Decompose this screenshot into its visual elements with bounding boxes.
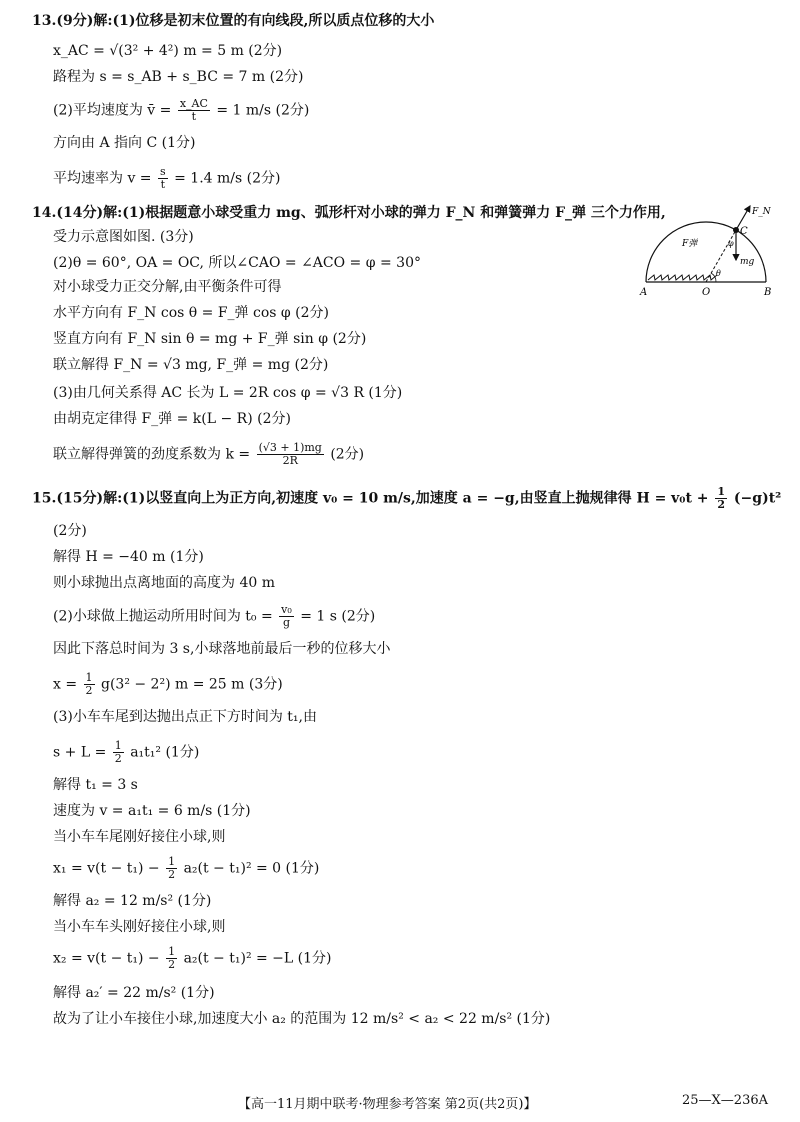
page-footer: 【高一11月期中联考·物理参考答案 第2页(共2页)】: [238, 1097, 537, 1112]
q14-line3: 对小球受力正交分解,由平衡条件可得: [53, 279, 282, 295]
q13-line3: (2)平均速度为 v̄ = $\frac{x\_AC}{t}$ = 1 m/s (2分): [53, 97, 310, 123]
q15-line2: 解得 H = −40 m (1分): [53, 549, 204, 565]
arc-rod: [646, 222, 766, 282]
q14-line9: 联立解得弹簧的劲度系数为 k = $\frac{(√3 + 1)mg}{2R}$ (2分): [53, 441, 365, 467]
q13-line2: 路程为 s = s_AB + s_BC = 7 m (2分): [53, 69, 304, 85]
label-B: B: [764, 287, 772, 298]
q15-line10: 速度为 v = a₁t₁ = 6 m/s (1分): [53, 803, 251, 819]
q14-line7: (3)由几何关系得 AC 长为 L = 2R cos φ = √3 R (1分): [53, 385, 403, 401]
q14-line4: 水平方向有 F_N cos θ = F_弹 cos φ (2分): [53, 305, 329, 321]
q15-header: 15.(15分)解:(1)以竖直向上为正方向,初速度 v₀ = 10 m/s,加速度 a = −g,由竖直上抛规律得 H = v₀t + $\frac{1}{2}$ (−g)t²: [32, 485, 782, 511]
label-Fspring: F弹: [682, 239, 698, 249]
q14-fraction: $\frac{(√3 + 1)mg}{2R}$: [258, 441, 322, 467]
q13-header: 13.(9分)解:(1)位移是初末位置的有向线段,所以质点位移的大小: [32, 13, 435, 29]
q15-line13: 解得 a₂ = 12 m/s² (1分): [53, 893, 212, 909]
q15-fraction-l6: $\frac{1}{2}$: [85, 671, 93, 697]
label-FN: F_N: [752, 207, 771, 217]
q15-fraction-l12: $\frac{1}{2}$: [168, 855, 176, 881]
spring: [648, 275, 717, 280]
q15-line6: x = $\frac{1}{2}$ g(3² − 2²) m = 25 m (3分): [53, 671, 283, 697]
q15-line7: (3)小车车尾到达抛出点正下方时间为 t₁,由: [53, 709, 317, 725]
q13-fraction-2: $\frac{s}{t}$: [160, 165, 166, 191]
q15-line17: 故为了让小车接住小球,加速度大小 a₂ 的范围为 12 m/s² < a₂ < 22 m/s² (1分): [53, 1011, 551, 1027]
q14-line5: 竖直方向有 F_N sin θ = mg + F_弹 sin φ (2分): [53, 331, 367, 347]
q14-line8: 由胡克定律得 F_弹 = k(L − R) (2分): [53, 411, 291, 427]
q15-line14: 当小车车头刚好接住小球,则: [53, 919, 226, 935]
q13-fraction: $\frac{x\_AC}{t}$: [179, 97, 208, 123]
label-mg: mg: [740, 257, 755, 267]
q13-line5: 平均速率为 v = $\frac{s}{t}$ = 1.4 m/s (2分): [53, 165, 281, 191]
label-theta: θ: [716, 269, 721, 278]
q14-line6: 联立解得 F_N = √3 mg, F_弹 = mg (2分): [53, 357, 329, 373]
label-O: O: [702, 287, 711, 298]
label-A: A: [640, 287, 648, 298]
q15-line12: x₁ = v(t − t₁) − $\frac{1}{2}$ a₂(t − t₁)² = 0 (1分): [53, 855, 320, 881]
force-diagram: [630, 200, 780, 300]
q15-line9: 解得 t₁ = 3 s: [53, 777, 138, 793]
document-code: 25—X—236A: [682, 1093, 768, 1108]
q15-line1: (2分): [53, 523, 87, 539]
q14-line2: (2)θ = 60°, OA = OC, 所以∠CAO = ∠ACO = φ = 30°: [53, 255, 421, 271]
q15-fraction-header: $\frac{1}{2}$: [717, 485, 726, 511]
q15-line16: 解得 a₂′ = 22 m/s² (1分): [53, 985, 215, 1001]
q15-line8: s + L = $\frac{1}{2}$ a₁t₁² (1分): [53, 739, 200, 765]
radius-line: [706, 230, 736, 282]
q15-line5: 因此下落总时间为 3 s,小球落地前最后一秒的位移大小: [53, 641, 391, 657]
q15-line11: 当小车车尾刚好接住小球,则: [53, 829, 226, 845]
q15-line15: x₂ = v(t − t₁) − $\frac{1}{2}$ a₂(t − t₁)² = −L (1分): [53, 945, 332, 971]
label-phi: φ: [728, 239, 734, 248]
label-C: C: [740, 226, 748, 237]
q13-line1: x_AC = √(3² + 4²) m = 5 m (2分): [53, 43, 283, 59]
q15-fraction-l8: $\frac{1}{2}$: [114, 739, 122, 765]
q14-line1: 受力示意图如图. (3分): [53, 229, 194, 245]
q15-fraction-l4: $\frac{\text{v₀}}{g}$: [281, 603, 292, 629]
q14-header: 14.(14分)解:(1)根据题意小球受重力 mg、弧形杆对小球的弹力 F_N 和弹簧弹力 F_弹 三个力作用,: [32, 205, 666, 221]
q15-line3: 则小球抛出点离地面的高度为 40 m: [53, 575, 275, 591]
q15-line4: (2)小球做上抛运动所用时间为 t₀ = $\frac{\text{v₀}}{g}$ = 1 s (2分): [53, 603, 376, 629]
q15-fraction-l15: $\frac{1}{2}$: [168, 945, 176, 971]
q13-line4: 方向由 A 指向 C (1分): [53, 135, 196, 151]
